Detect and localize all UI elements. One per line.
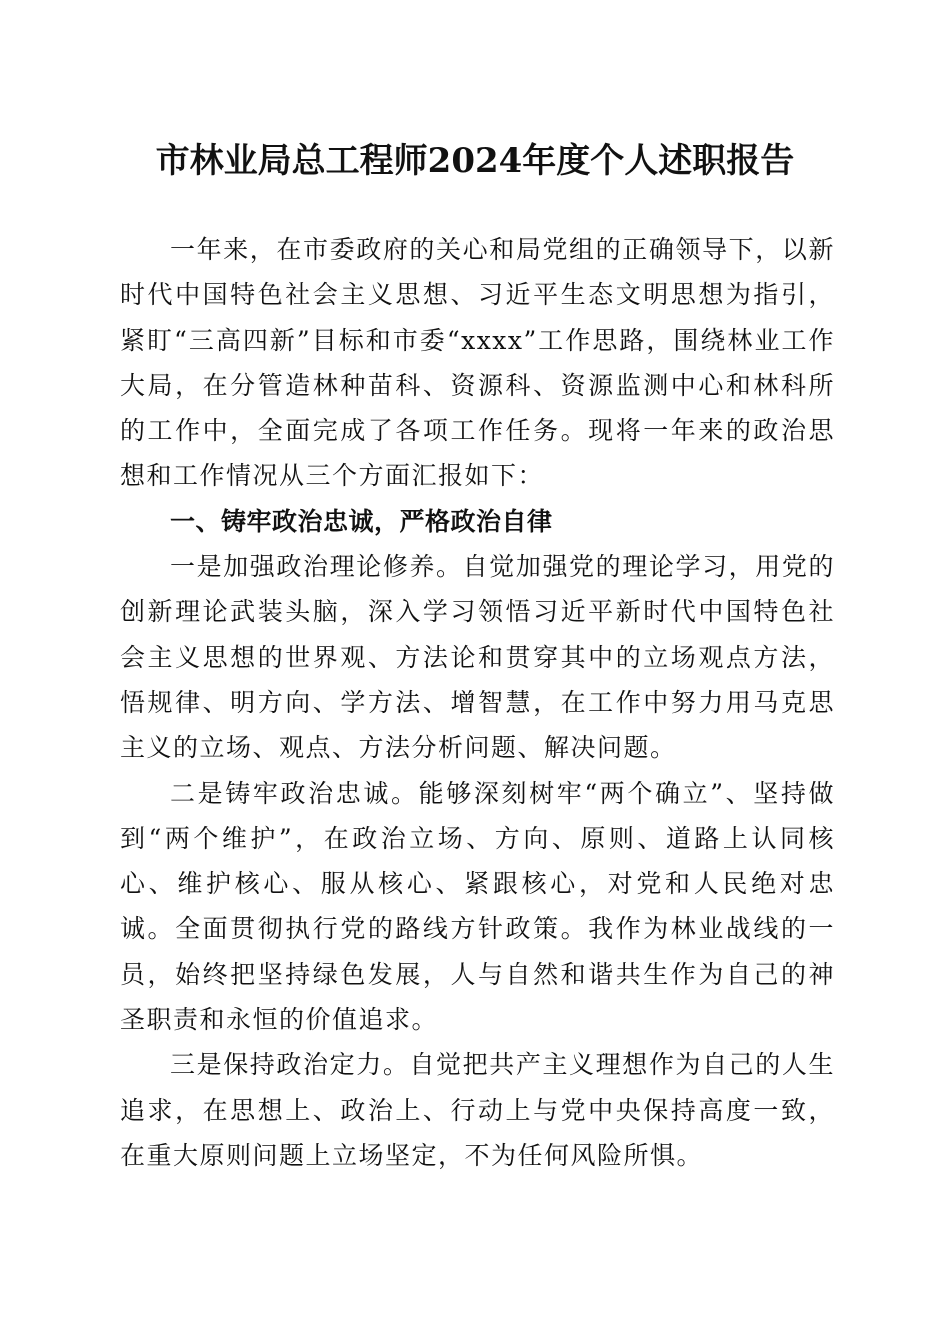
item-paragraph-1: [120, 544, 835, 770]
item-text-1: 自觉加强党的理论学习，用党的创新理论武装头脑，深入学习领悟习近平新时代中国特色社会主义思想的世界观、方法论和贯穿其中的立场观点方法，悟规律、明方向、学方法、增智慧，在工作中努力用马克思主义的立场、观点、方法分析问题、解决问题。: [120, 552, 835, 763]
item-lead-2: 二是铸牢政治忠诚。: [170, 778, 419, 808]
section-heading: 一、铸牢政治忠诚，严格政治自律: [170, 506, 553, 536]
item-lead-3: 三是保持政治定力。: [170, 1050, 410, 1080]
document-title: 市林业局总工程师2024年度个人述职报告: [155, 141, 795, 181]
item-lead-1: 一是加强政治理论修养。: [170, 552, 463, 582]
intro-paragraph: 一年来，在市委政府的关心和局党组的正确领导下，以新时代中国特色社会主义思想、习近平生态文明思想为指引，紧盯“三高四新”目标和市委“xxxx”工作思路，围绕林业工作大局，在分管造林种苗科、资源科、资源监测中心和林科所的工作中，全面完成了各项工作任务。现将一年来的政治思想和工作情况从三个方面汇报如下：: [120, 235, 835, 491]
document-body: [120, 227, 835, 1178]
item-paragraph-3: [120, 1042, 835, 1178]
item-text-3: 自觉把共产主义理想作为自己的人生追求，在思想上、政治上、行动上与党中央保持高度一致，在重大原则问题上立场坚定，不为任何风险所惧。: [120, 1050, 835, 1170]
item-text-2: 能够深刻树牢“两个确立”、坚持做到“两个维护”，在政治立场、方向、原则、道路上认同核心、维护核心、服从核心、紧跟核心，对党和人民绝对忠诚。全面贯彻执行党的路线方针政策。我作为林业战线的一员，始终把坚持绿色发展，人与自然和谐共生作为自己的神圣职责和永恒的价值追求。: [120, 778, 835, 1035]
item-paragraph-2: [120, 771, 835, 1043]
